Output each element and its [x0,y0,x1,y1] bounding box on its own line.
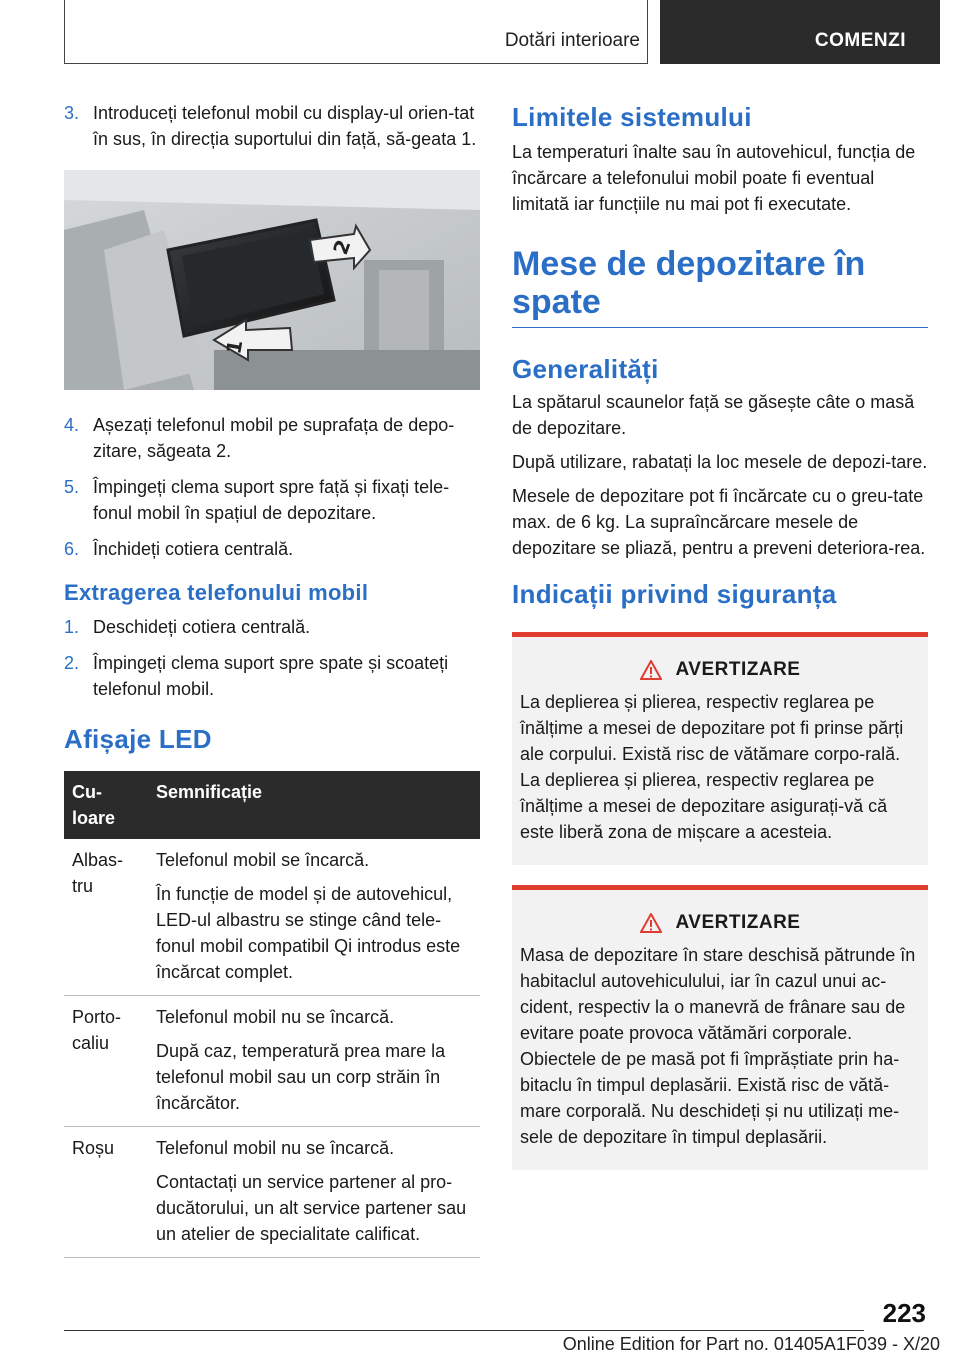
safety-heading: Indicații privind siguranța [512,579,837,609]
table-row [64,839,480,996]
step-item [64,100,480,152]
step-item [64,536,480,562]
warning-text: Masa de depozitare în stare deschisă pătrunde în habitaclul autovehiculului, iar în cazul unui ac-cident, respectiv la o manevră de frânare sau de evitare poate provoca vătămări corporale. Obiectele de pe masă pot fi împrăștiate prin ha-bitaclu în timpul deplasării. Există risc de vătă-mare corporală. Nu deschideți și nu utilizați me-sele de depozitare în timpul deplasării. [520,945,916,1147]
general-paragraph: La spătarul scaunelor față se găsește câte o masă de depozitare. [512,392,915,438]
table-header-row [64,771,480,839]
warning-title: AVERTIZARE [675,912,801,933]
step-number: 3. [64,103,80,123]
led-table [64,771,480,1258]
warning-title: AVERTIZARE [675,659,801,680]
step-item [64,412,480,464]
warning-box [512,632,928,865]
limits-heading: Limitele sistemului [512,102,752,132]
step-number: 4. [64,415,80,435]
column-header-color: Cu-loare [64,771,148,839]
step-item [64,650,480,702]
warning-title-row [520,659,920,681]
step-text: Împingeți clema suport spre față și fixați tele-fonul mobil în spațiul de depozitare. [93,477,450,523]
footer-edition: Online Edition for Part no. 01405A1F039 - X/20 [562,1334,940,1354]
svg-text:2: 2 [328,236,356,258]
step-text: Introduceți telefonul mobil cu display-ul orien-tat în sus, în direcția suportului din față, să-geata 1. [93,103,477,149]
right-column [512,100,928,1190]
step-text: Deschideți cotiera centrală. [93,617,311,637]
table-row [64,1127,480,1258]
header-chapter-tab [660,0,940,64]
step-number: 5. [64,477,80,497]
meaning-line: Telefonul mobil nu se încarcă. [156,1007,395,1027]
step-text: Împingeți clema suport spre spate și scoateți telefonul mobil. [93,653,449,699]
led-color-cell: Porto-caliu [64,996,148,1127]
meaning-line: Telefonul mobil se încarcă. [156,850,370,870]
warning-triangle-icon [640,913,662,933]
step-text: Așezați telefonul mobil pe suprafața de depo-zitare, săgeata 2. [93,415,455,461]
warning-box [512,885,928,1170]
meaning-line: În funcție de model și de autovehicul, LED-ul albastru se stinge când tele-fonul mobil compatibil Qi introdus este încărcat complet. [156,884,461,982]
photo-illustration [64,170,480,390]
general-heading: Generalități [512,354,659,384]
column-header-meaning: Semnificație [148,771,480,839]
footer-divider [64,1330,864,1331]
meaning-line: Telefonul mobil nu se încarcă. [156,1138,395,1158]
led-heading: Afișaje LED [64,724,212,754]
meaning-line: Contactați un service partener al pro-ducătorului, un alt service partener sau un atelier de specialitate calificat. [156,1172,467,1244]
general-paragraph: După utilizare, rabatați la loc mesele de depozi-tare. [512,452,928,472]
warning-triangle-icon [640,660,662,680]
led-color-cell: Roșu [64,1127,148,1258]
extract-heading: Extragerea telefonului mobil [64,580,369,605]
step-list-b [64,412,480,562]
step-number: 2. [64,653,80,673]
warning-title-row [520,912,920,934]
phone-placement-photo [64,170,480,390]
extract-step-list [64,614,480,702]
step-item [64,474,480,526]
step-number: 1. [64,617,80,637]
step-number: 6. [64,539,80,559]
tables-heading: Mese de depozitare în spate [512,245,928,328]
step-text: Închideți cotiera centrală. [93,539,294,559]
general-paragraph: Mesele de depozitare pot fi încărcate cu o greu-tate max. de 6 kg. La supraîncărcare mesele de depozitare se pliază, pentru a preveni deteriora-rea. [512,486,926,558]
svg-text:1: 1 [221,337,248,356]
led-meaning-cell [148,1127,480,1258]
led-meaning-cell [148,996,480,1127]
step-list-a [64,100,480,152]
header-chapter-label: COMENZI [814,30,906,51]
table-row [64,996,480,1127]
meaning-line: După caz, temperatură prea mare la telefonul mobil sau un corp străin în încărcător. [156,1041,446,1113]
led-color-cell: Albas-tru [64,839,148,996]
limits-text: La temperaturi înalte sau în autovehicul, funcția de încărcare a telefonului mobil poate fi eventual limitată iar funcțiile nu mai pot fi executate. [512,142,916,214]
header-section-title: Dotări interioare [504,30,640,51]
left-column [64,100,480,1258]
page-number: 223 [882,1298,926,1328]
step-item [64,614,480,640]
led-meaning-cell [148,839,480,996]
warning-text: La deplierea și plierea, respectiv reglarea pe înălțime a mesei de depozitare pot fi prinse părți ale corpului. Există risc de vătămare corpo-rală. La deplierea și plierea, respectiv reglarea pe înălțime a mesei de depozitare asigurați-vă că este liberă zona de mișcare a acesteia. [520,692,904,842]
